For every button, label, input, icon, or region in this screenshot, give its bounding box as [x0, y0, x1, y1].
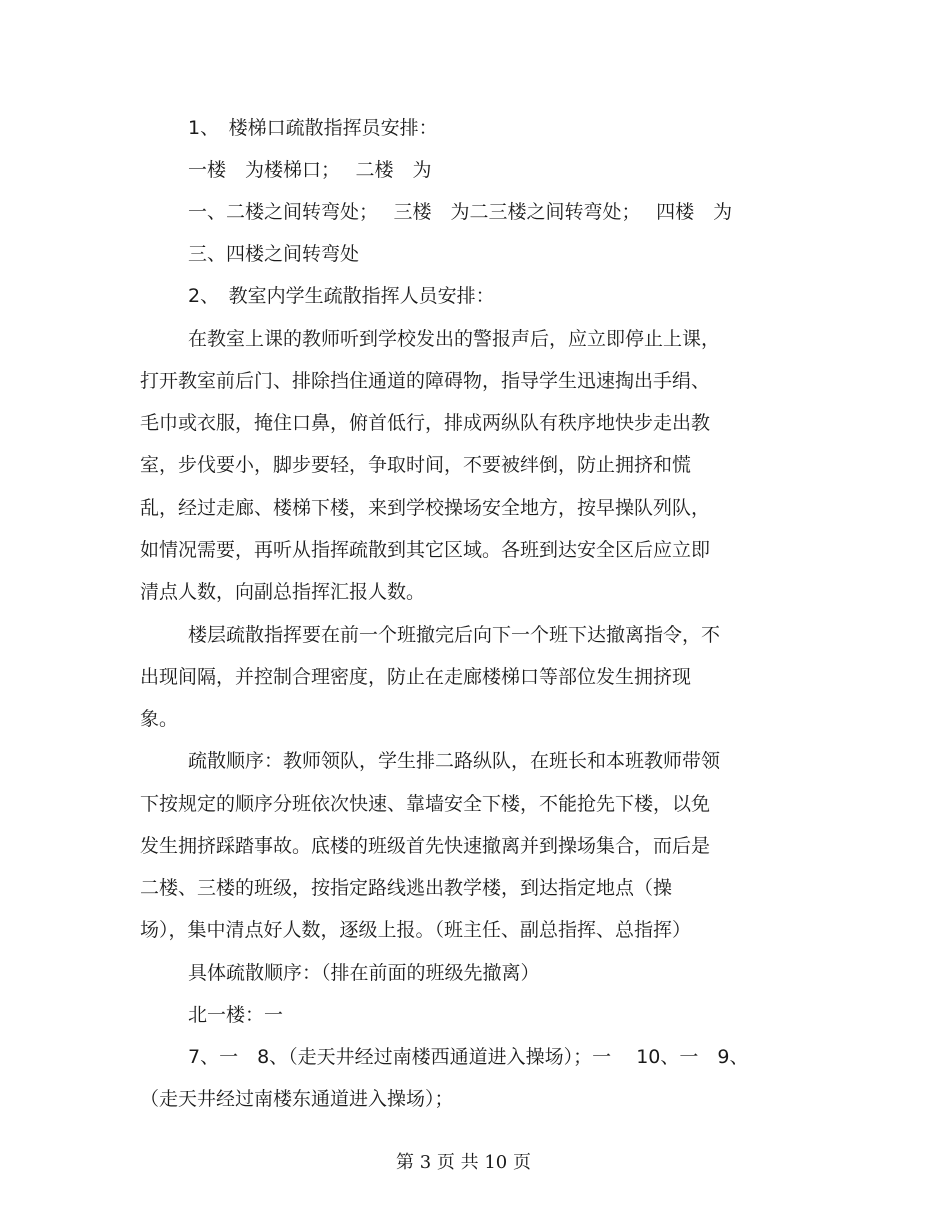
- text-line: 三、四楼之间转弯处: [188, 243, 360, 265]
- text-line: 楼层疏散指挥要在前一个班撤完后向下一个班下达撤离指令，不: [188, 624, 721, 646]
- page-number-footer: 第 3 页 共 10 页: [396, 1152, 531, 1173]
- text-line: 如情况需要，再听从指挥疏散到其它区域。各班到达安全区后应立即: [140, 539, 711, 561]
- text-line: 7、一 8、（走天井经过南楼西通道进入操场）；一 10、一 9、: [188, 1046, 749, 1068]
- text-line: 疏散顺序：教师领队，学生排二路纵队，在班长和本班教师带领: [188, 750, 721, 772]
- text-line: 象。: [140, 708, 179, 730]
- text-line: 打开教室前后门、排除挡住通道的障碍物，指导学生迅速掏出手绢、: [140, 370, 711, 392]
- text-line: （走天井经过南楼东通道进入操场）；: [140, 1088, 454, 1110]
- text-line: 发生拥挤踩踏事故。底楼的班级首先快速撤离并到操场集合，而后是: [140, 835, 711, 857]
- text-line: 北一楼：一: [188, 1004, 284, 1026]
- text-line: 1、 楼梯口疏散指挥员安排：: [188, 117, 438, 139]
- text-line: 在教室上课的教师听到学校发出的警报声后，应立即停止上课，: [188, 328, 721, 350]
- text-line: 出现间隔，并控制合理密度，防止在走廊楼梯口等部位发生拥挤现: [140, 666, 692, 688]
- text-line: 毛巾或衣服，掩住口鼻，俯首低行，排成两纵队有秩序地快步走出教: [140, 412, 711, 434]
- text-line: 场），集中清点好人数，逐级上报。（班主任、副总指挥、总指挥）: [140, 919, 692, 941]
- text-line: 具体疏散顺序：（排在前面的班级先撤离）: [188, 962, 540, 984]
- text-line: 下按规定的顺序分班依次快速、靠墙安全下楼，不能抢先下楼，以免: [140, 793, 711, 815]
- text-line: 一楼 为楼梯口； 二楼 为: [188, 159, 432, 181]
- text-line: 乱，经过走廊、楼梯下楼，来到学校操场安全地方，按早操队列队，: [140, 497, 711, 519]
- text-line: 清点人数，向副总指挥汇报人数。: [140, 581, 426, 603]
- text-line: 2、 教室内学生疏散指挥人员安排：: [188, 285, 495, 307]
- text-line: 二楼、三楼的班级，按指定路线逃出教学楼，到达指定地点（操: [140, 877, 673, 899]
- text-line: 一、二楼之间转弯处； 三楼 为二三楼之间转弯处； 四楼 为: [188, 201, 733, 223]
- text-line: 室，步伐要小，脚步要轻，争取时间，不要被绊倒，防止拥挤和慌: [140, 454, 692, 476]
